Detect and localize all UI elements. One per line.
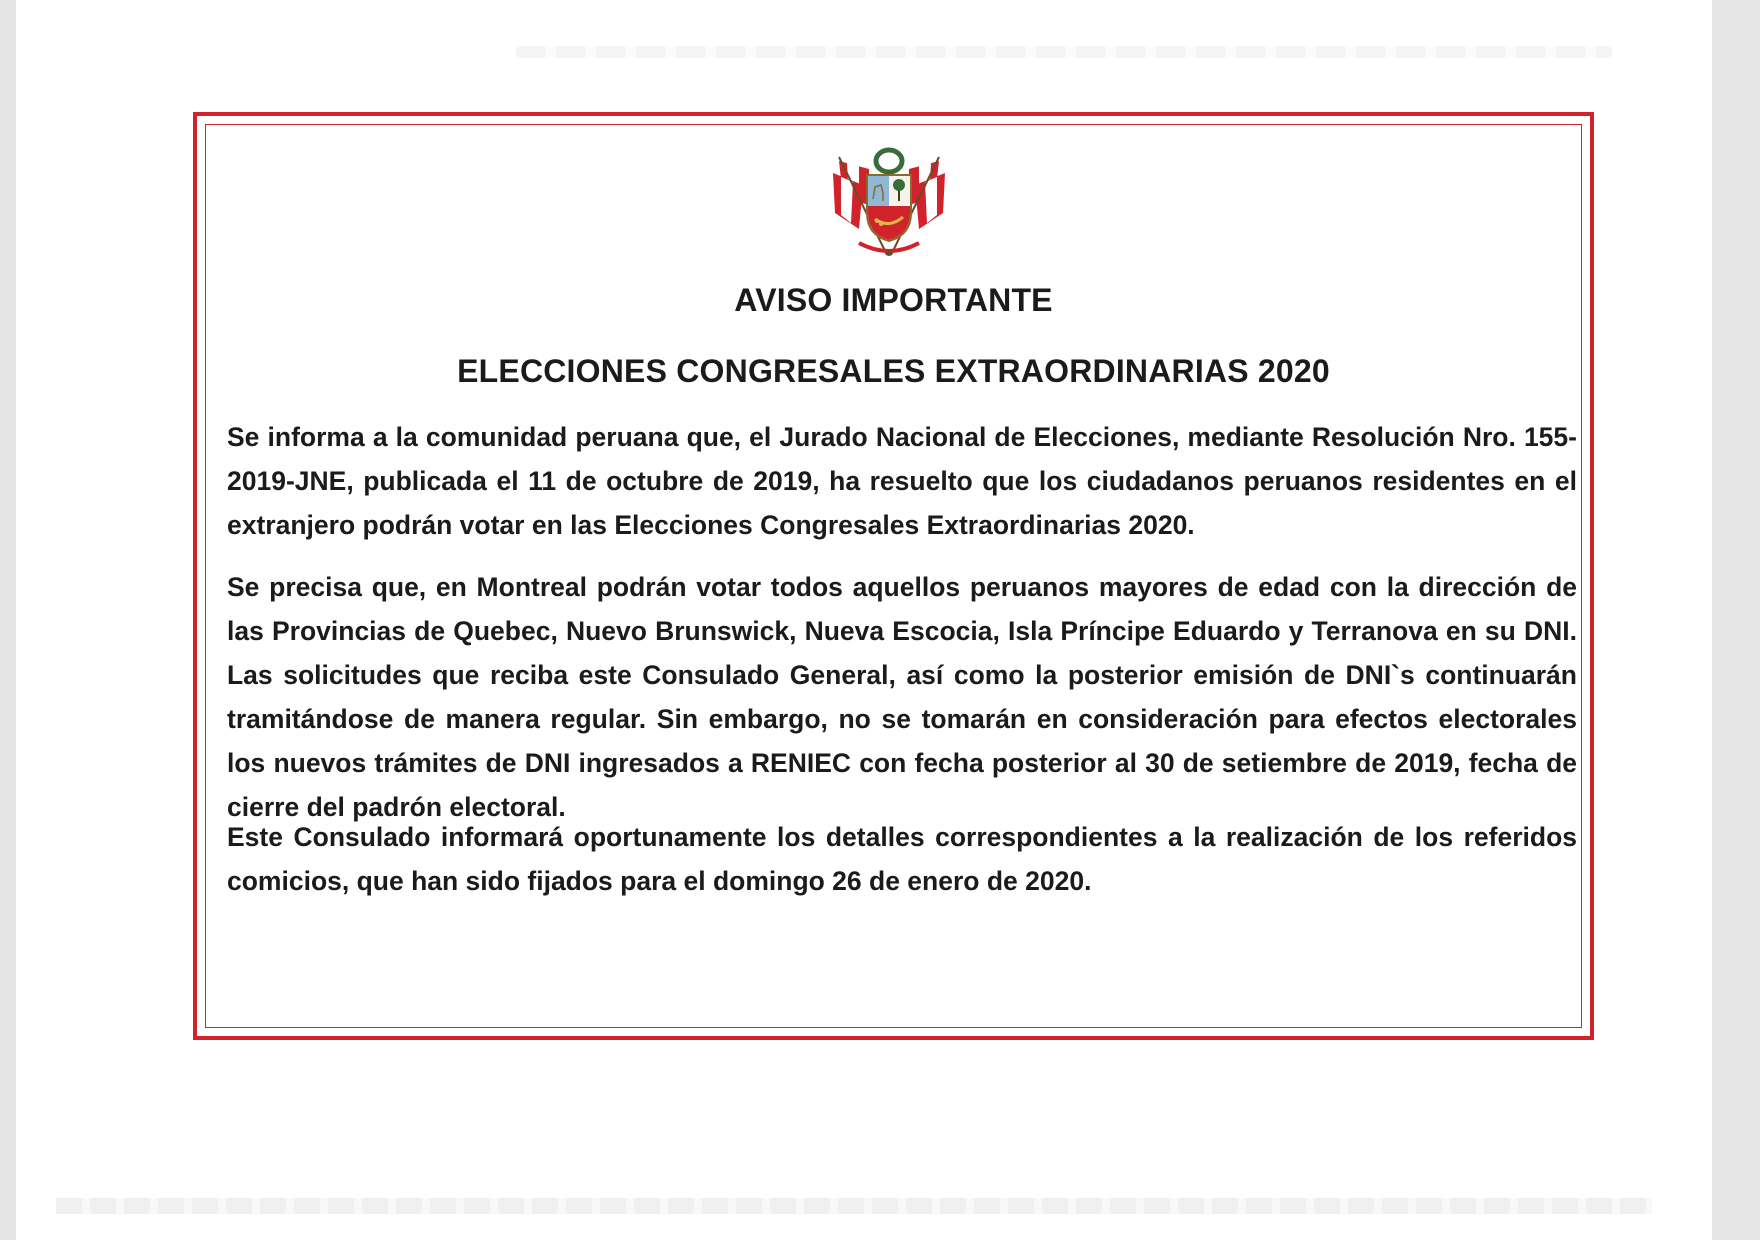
notice-frame-inner — [205, 124, 1582, 1028]
scan-edge-left — [0, 0, 16, 1240]
paragraph-1: Se informa a la comunidad peruana que, el Jurado Nacional de Elecciones, mediante Resolución Nro. 155-2019-JNE, publicada el 11 de octubre de 2019, ha resuelto que los ciudadanos peruanos residentes en el extranjero podrán votar en las Elecciones Congresales Extraordinarias 2020. — [227, 422, 1577, 540]
document-page — [16, 0, 1712, 1240]
scan-edge-right — [1712, 0, 1760, 1240]
paragraph-2: Se precisa que, en Montreal podrán votar todos aquellos peruanos mayores de edad con la dirección de las Provincias de Quebec, Nuevo Brunswick, Nueva Escocia, Isla Príncipe Eduardo y Terranova en su DNI. Las solicitudes que reciba este Consulado General, así como la posterior emisión de DNI`s continuarán tramitándose de manera regular. Sin embargo, no se tomarán en consideración para efectos electorales los nuevos trámites de DNI ingresados a RENIEC con fecha posterior al 30 de setiembre de 2019, fecha de cierre del padrón electoral. — [227, 572, 1577, 822]
notice-subtitle: ELECCIONES CONGRESALES EXTRAORDINARIAS 2020 — [457, 353, 1330, 389]
notice-frame — [193, 112, 1594, 1040]
peru-coat-of-arms-icon — [829, 143, 949, 263]
paragraph-3: Este Consulado informará oportunamente los detalles correspondientes a la realización de los referidos comicios, que han sido fijados para el domingo 26 de enero de 2020. — [227, 822, 1577, 896]
bleed-through-bottom — [56, 1198, 1652, 1214]
bleed-through-top — [516, 46, 1612, 58]
notice-title: AVISO IMPORTANTE — [734, 282, 1053, 318]
